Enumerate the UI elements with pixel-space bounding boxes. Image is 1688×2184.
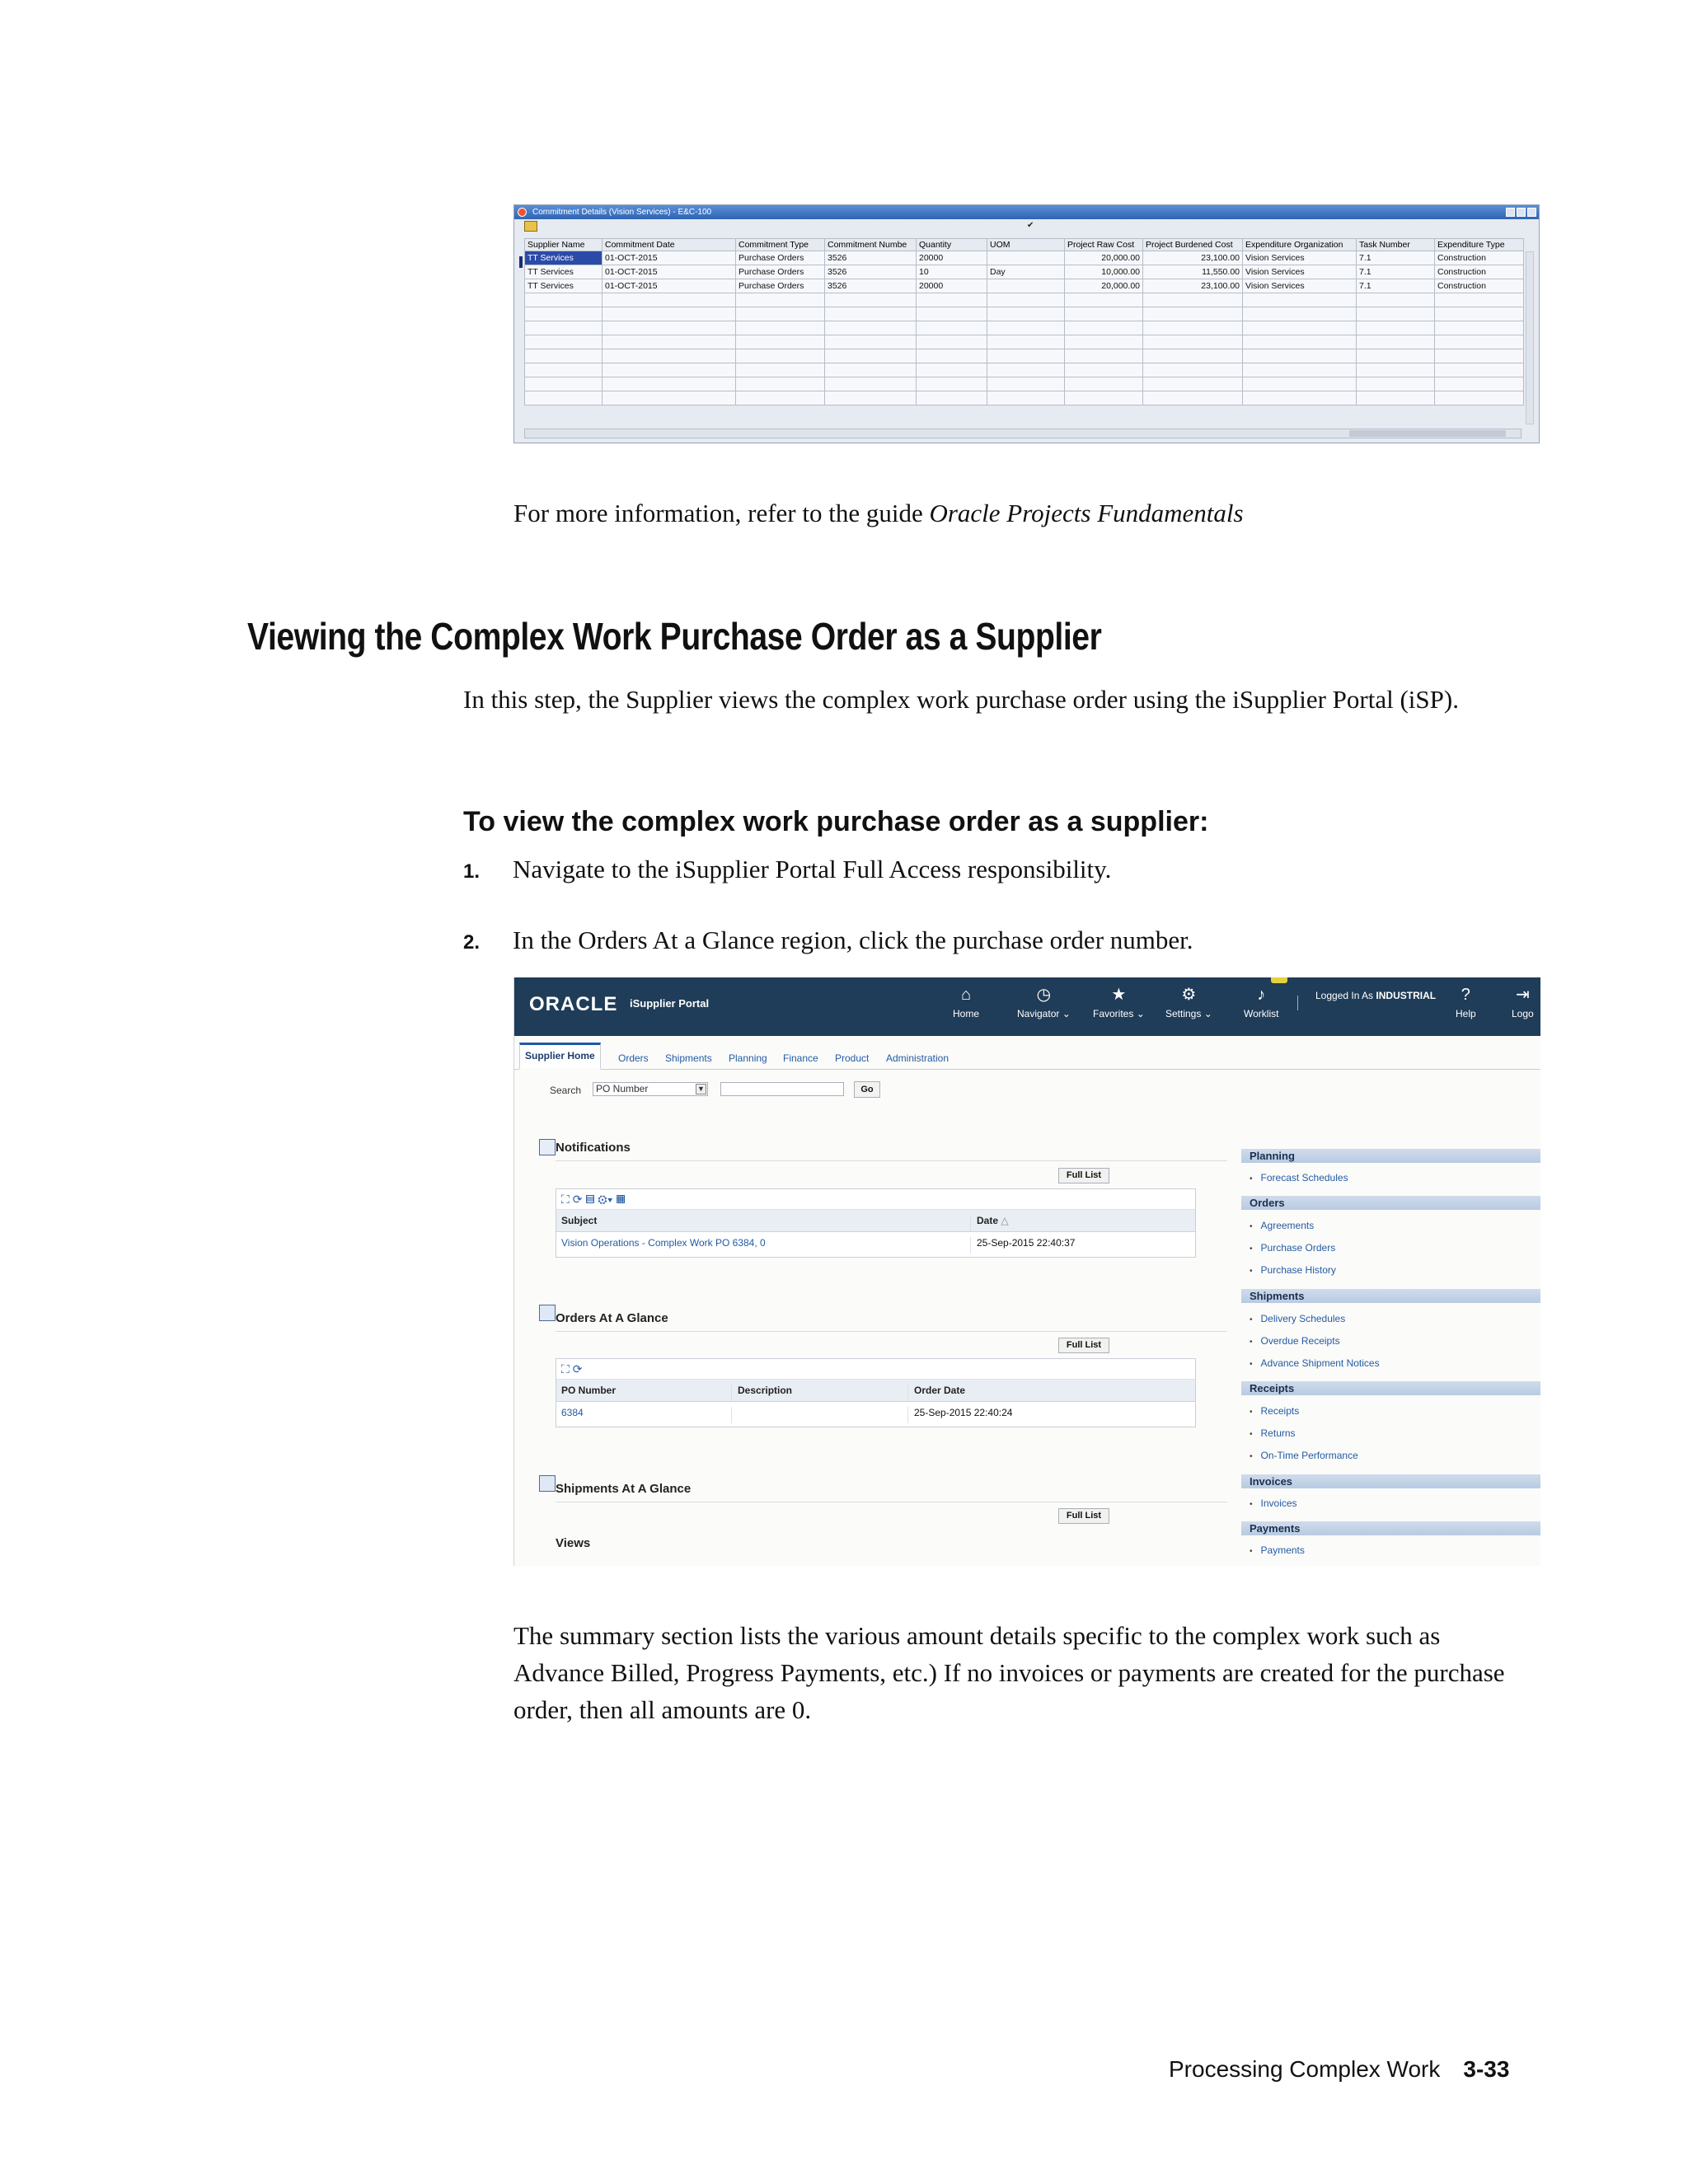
shipments-full-list-button[interactable]: Full List — [1058, 1508, 1109, 1524]
column-header: Supplier Name — [525, 239, 603, 251]
tab-finance[interactable]: Finance — [783, 1052, 818, 1064]
table-cell[interactable]: 20000 — [917, 279, 987, 293]
link-invoices[interactable]: • Invoices — [1250, 1497, 1297, 1509]
po-number-link[interactable]: 6384 — [561, 1407, 584, 1418]
vertical-scrollbar[interactable] — [1526, 251, 1534, 424]
table-cell[interactable] — [525, 363, 603, 377]
table-cell[interactable]: TT Services — [525, 251, 603, 265]
column-header: Project Raw Cost — [1065, 239, 1143, 251]
table-cell[interactable] — [603, 363, 736, 377]
table-cell[interactable]: 20,000.00 — [1065, 279, 1143, 293]
table-row — [525, 307, 1524, 321]
column-header: Commitment Date — [603, 239, 736, 251]
table-toolbar — [556, 1359, 1195, 1380]
column-header: Commitment Numbe — [825, 239, 917, 251]
orders-icon — [539, 1305, 556, 1321]
column-header: Expenditure Type — [1435, 239, 1524, 251]
table-cell[interactable] — [1243, 349, 1357, 363]
procedure-heading: To view the complex work purchase order as a supplier: — [463, 806, 1209, 837]
tab-administration[interactable]: Administration — [886, 1052, 950, 1064]
table-cell[interactable]: Vision Services — [1243, 265, 1357, 279]
link-delivery-schedules[interactable]: • Delivery Schedules — [1250, 1313, 1345, 1324]
compass-icon: ◷ — [1036, 986, 1052, 1004]
expand-icon[interactable]: ⛶ — [561, 1193, 570, 1206]
column-header: UOM — [987, 239, 1065, 251]
table-cell[interactable] — [1065, 293, 1143, 307]
table-cell[interactable] — [917, 307, 987, 321]
tab-shipments[interactable]: Shipments — [665, 1052, 712, 1064]
table-row — [556, 1402, 1195, 1423]
grid-icon[interactable]: ▦ — [616, 1193, 626, 1206]
table-cell[interactable]: Purchase Orders — [736, 265, 825, 279]
table-cell[interactable] — [603, 391, 736, 405]
step-1 — [463, 851, 1111, 890]
table-row — [525, 293, 1524, 307]
table-cell[interactable] — [1243, 335, 1357, 349]
col-description[interactable]: Description — [738, 1385, 793, 1396]
views-title: Views — [556, 1536, 591, 1550]
table-cell[interactable]: 10,000.00 — [1065, 265, 1143, 279]
table-toolbar — [556, 1189, 1195, 1210]
table-cell[interactable] — [825, 391, 917, 405]
table-cell[interactable] — [987, 279, 1065, 293]
step-number: 2. — [463, 931, 481, 954]
logged-in-as: Logged In As INDUSTRIAL — [1315, 990, 1437, 1001]
table-cell[interactable]: Day — [987, 265, 1065, 279]
table-cell[interactable] — [1435, 321, 1524, 335]
table-cell[interactable]: Vision Services — [1243, 251, 1357, 265]
table-row — [525, 251, 1524, 265]
table-cell[interactable]: 7.1 — [1357, 265, 1435, 279]
table-cell[interactable]: 3526 — [825, 279, 917, 293]
commitment-details-window — [513, 204, 1540, 443]
table-cell[interactable]: 10 — [917, 265, 987, 279]
table-cell[interactable] — [1243, 377, 1357, 391]
worklist-badge — [1271, 977, 1287, 983]
table-cell[interactable]: 01-OCT-2015 — [603, 279, 736, 293]
table-cell[interactable] — [736, 363, 825, 377]
oracle-logo: ORACLE — [529, 993, 618, 1015]
page-number: 3-33 — [1463, 2056, 1510, 2082]
table-cell[interactable] — [525, 349, 603, 363]
table-cell[interactable] — [603, 377, 736, 391]
table-header — [556, 1380, 1195, 1402]
star-icon: ★ — [1111, 986, 1127, 1004]
table-header — [556, 1210, 1195, 1232]
table-cell[interactable] — [987, 335, 1065, 349]
col-order-date[interactable]: Order Date — [914, 1385, 966, 1396]
commitments-table — [524, 238, 1524, 405]
guide-title: Oracle Projects Fundamentals — [929, 499, 1244, 527]
table-cell[interactable] — [1435, 335, 1524, 349]
table-cell[interactable] — [987, 363, 1065, 377]
table-cell[interactable] — [987, 307, 1065, 321]
table-cell[interactable] — [1065, 349, 1143, 363]
table-cell[interactable]: Construction — [1435, 279, 1524, 293]
chevron-down-icon[interactable]: ▼ — [696, 1084, 706, 1094]
column-header: Commitment Type — [736, 239, 825, 251]
search-input[interactable] — [720, 1082, 844, 1096]
table-cell[interactable]: 23,100.00 — [1143, 279, 1243, 293]
table-cell[interactable] — [603, 293, 736, 307]
table-cell[interactable] — [987, 251, 1065, 265]
link-receipts[interactable]: • Receipts — [1250, 1405, 1299, 1417]
orders-table — [556, 1358, 1196, 1427]
table-cell[interactable] — [825, 293, 917, 307]
view-icon[interactable]: ▤ — [585, 1193, 595, 1206]
table-row — [525, 321, 1524, 335]
table-cell[interactable] — [1357, 391, 1435, 405]
col-subject[interactable]: Subject — [561, 1215, 598, 1226]
summary-paragraph: The summary section lists the various amount details specific to the complex work such as Advance Billed, Progress Payments, etc.) If no invoices or payments are created for the purchase order, then all amounts are 0. — [513, 1621, 1505, 1724]
table-cell[interactable] — [736, 377, 825, 391]
bell-icon: ♪ — [1257, 986, 1266, 1004]
table-cell[interactable] — [736, 349, 825, 363]
dropdown-check-icon[interactable]: ✔ — [1027, 221, 1034, 230]
table-cell[interactable]: TT Services — [525, 265, 603, 279]
app-name: iSupplier Portal — [630, 997, 710, 1010]
table-cell[interactable]: 3526 — [825, 265, 917, 279]
nav-navigator[interactable]: ◷ Navigator ⌄ — [1017, 986, 1071, 1019]
more-info-text — [513, 494, 1244, 532]
table-row — [525, 265, 1524, 279]
isupplier-portal-screenshot — [513, 977, 1540, 1566]
more-info-label: For more information, refer to the guide — [513, 499, 930, 527]
table-cell[interactable] — [603, 307, 736, 321]
footer-section: Processing Complex Work — [1169, 2056, 1441, 2082]
table-row — [525, 377, 1524, 391]
page-footer — [1169, 2056, 1509, 2083]
table-cell[interactable] — [917, 391, 987, 405]
table-cell[interactable] — [1143, 293, 1243, 307]
home-icon: ⌂ — [960, 986, 972, 1004]
table-cell[interactable] — [987, 377, 1065, 391]
table-cell[interactable] — [525, 391, 603, 405]
portal-header — [514, 977, 1540, 1036]
table-cell[interactable] — [1435, 377, 1524, 391]
table-row — [525, 349, 1524, 363]
table-cell[interactable] — [917, 349, 987, 363]
shipments-icon — [539, 1475, 556, 1492]
table-cell[interactable]: Vision Services — [1243, 279, 1357, 293]
current-row-marker — [519, 256, 523, 268]
nav-home[interactable]: ⌂ Home — [953, 986, 980, 1019]
gear-icon: ⚙ — [1181, 986, 1197, 1004]
panel-payments: Payments — [1241, 1521, 1540, 1535]
column-header: Task Number — [1357, 239, 1435, 251]
horizontal-scrollbar[interactable] — [524, 429, 1522, 438]
divider — [556, 1331, 1227, 1332]
notification-link[interactable]: Vision Operations - Complex Work PO 6384, 0 — [561, 1237, 766, 1249]
table-cell[interactable] — [917, 321, 987, 335]
table-cell[interactable] — [525, 293, 603, 307]
table-cell[interactable] — [987, 293, 1065, 307]
link-purchase-history[interactable]: • Purchase History — [1250, 1264, 1336, 1276]
table-cell[interactable] — [1143, 335, 1243, 349]
table-row — [525, 335, 1524, 349]
table-cell[interactable] — [987, 391, 1065, 405]
link-advance-shipment-notices[interactable]: • Advance Shipment Notices — [1250, 1357, 1380, 1369]
table-cell[interactable] — [825, 321, 917, 335]
po-order-date: 25-Sep-2015 22:40:24 — [914, 1407, 1013, 1418]
window-title-bar — [514, 205, 1539, 219]
table-cell[interactable] — [603, 321, 736, 335]
table-cell[interactable] — [987, 321, 1065, 335]
panel-receipts: Receipts — [1241, 1381, 1540, 1395]
table-cell[interactable]: 01-OCT-2015 — [603, 265, 736, 279]
table-cell[interactable]: 11,550.00 — [1143, 265, 1243, 279]
search-label: Search — [550, 1085, 582, 1096]
table-cell[interactable] — [736, 321, 825, 335]
nav-help[interactable]: ? Help — [1456, 986, 1476, 1019]
nav-favorites[interactable]: ★ Favorites ⌄ — [1093, 986, 1145, 1019]
table-cell[interactable] — [1243, 321, 1357, 335]
link-overdue-receipts[interactable]: • Overdue Receipts — [1250, 1335, 1340, 1347]
table-cell[interactable]: Construction — [1435, 251, 1524, 265]
table-cell[interactable]: 20,000.00 — [1065, 251, 1143, 265]
step-text: In the Orders At a Glance region, click the purchase order number. — [513, 926, 1193, 954]
table-cell[interactable] — [1143, 307, 1243, 321]
table-cell[interactable] — [1065, 321, 1143, 335]
intro-paragraph: In this step, the Supplier views the complex work purchase order using the iSupplier Portal (iSP). — [463, 685, 1459, 714]
table-cell[interactable] — [525, 377, 603, 391]
table-cell[interactable] — [736, 335, 825, 349]
table-cell[interactable] — [1143, 363, 1243, 377]
shipments-title: Shipments At A Glance — [556, 1482, 692, 1496]
table-cell[interactable] — [917, 363, 987, 377]
table-cell[interactable] — [525, 335, 603, 349]
table-cell[interactable] — [1143, 321, 1243, 335]
table-cell[interactable] — [1435, 293, 1524, 307]
table-cell[interactable]: Purchase Orders — [736, 251, 825, 265]
table-cell[interactable] — [1143, 391, 1243, 405]
table-cell[interactable] — [825, 335, 917, 349]
sort-ascending-icon[interactable]: △ — [1001, 1215, 1009, 1226]
table-cell[interactable] — [1357, 363, 1435, 377]
link-payments[interactable]: • Payments — [1250, 1544, 1305, 1556]
step-number: 1. — [463, 860, 481, 883]
section-heading: Viewing the Complex Work Purchase Order as a Supplier — [247, 615, 1102, 658]
forms-toolbar — [514, 219, 1539, 233]
table-cell[interactable] — [917, 293, 987, 307]
table-row — [525, 391, 1524, 405]
table-cell[interactable] — [1435, 349, 1524, 363]
notifications-full-list-button[interactable]: Full List — [1058, 1168, 1109, 1183]
window-controls — [1506, 208, 1536, 217]
col-date[interactable]: Date △ — [977, 1215, 1009, 1226]
table-cell[interactable]: 20000 — [917, 251, 987, 265]
table-row — [556, 1232, 1195, 1254]
orders-full-list-button[interactable]: Full List — [1058, 1338, 1109, 1353]
nav-worklist[interactable]: ♪ Worklist — [1244, 986, 1279, 1019]
header-divider — [1297, 996, 1298, 1010]
table-cell[interactable] — [1243, 363, 1357, 377]
table-cell[interactable] — [1243, 307, 1357, 321]
refresh-icon[interactable]: ⟳ — [572, 1193, 583, 1206]
table-cell[interactable] — [736, 293, 825, 307]
table-cell[interactable] — [825, 377, 917, 391]
table-cell[interactable] — [1143, 377, 1243, 391]
nav-settings[interactable]: ⚙ Settings ⌄ — [1165, 986, 1212, 1019]
tab-orders[interactable]: Orders — [618, 1052, 649, 1064]
table-cell[interactable] — [603, 335, 736, 349]
folder-icon[interactable] — [524, 221, 537, 232]
table-cell[interactable] — [603, 349, 736, 363]
table-cell[interactable] — [917, 335, 987, 349]
table-cell[interactable]: 01-OCT-2015 — [603, 251, 736, 265]
table-cell[interactable] — [1357, 307, 1435, 321]
notifications-icon — [539, 1139, 556, 1155]
orders-title: Orders At A Glance — [556, 1311, 668, 1325]
panel-orders: Orders — [1241, 1196, 1540, 1210]
table-cell[interactable] — [1357, 377, 1435, 391]
table-cell[interactable] — [1065, 391, 1143, 405]
notification-date: 25-Sep-2015 22:40:37 — [977, 1237, 1076, 1249]
table-cell[interactable]: 23,100.00 — [1143, 251, 1243, 265]
tab-product[interactable]: Product — [835, 1052, 870, 1064]
panel-planning: Planning — [1241, 1149, 1540, 1163]
table-cell[interactable] — [1065, 307, 1143, 321]
table-cell[interactable] — [1243, 391, 1357, 405]
refresh-icon[interactable]: ⟳ — [572, 1362, 583, 1376]
minimize-icon[interactable] — [1506, 208, 1515, 217]
table-cell[interactable] — [1357, 293, 1435, 307]
table-cell[interactable] — [1435, 363, 1524, 377]
portal-tabs — [514, 1036, 1540, 1070]
oracle-logo-icon — [518, 208, 527, 217]
step-text: Navigate to the iSupplier Portal Full Access responsibility. — [513, 855, 1112, 883]
panel-invoices: Invoices — [1241, 1474, 1540, 1488]
table-cell[interactable] — [825, 349, 917, 363]
table-cell[interactable]: Purchase Orders — [736, 279, 825, 293]
table-cell[interactable] — [987, 349, 1065, 363]
nav-logout[interactable]: ⇥ Logo — [1512, 986, 1534, 1019]
go-button[interactable]: Go — [854, 1081, 880, 1098]
tab-supplier-home[interactable]: Supplier Home — [519, 1043, 601, 1070]
help-icon: ? — [1461, 986, 1470, 1004]
table-cell[interactable] — [1435, 391, 1524, 405]
notifications-title: Notifications — [556, 1141, 631, 1155]
step-2 — [463, 921, 1193, 961]
table-cell[interactable]: 3526 — [825, 251, 917, 265]
table-cell[interactable] — [1065, 363, 1143, 377]
link-forecast-schedules[interactable]: • Forecast Schedules — [1250, 1172, 1348, 1183]
table-cell[interactable] — [525, 321, 603, 335]
maximize-icon[interactable] — [1517, 208, 1526, 217]
tab-planning[interactable]: Planning — [729, 1052, 767, 1064]
link-purchase-orders[interactable]: • Purchase Orders — [1250, 1242, 1335, 1254]
table-cell[interactable] — [1143, 349, 1243, 363]
table-cell[interactable] — [1243, 293, 1357, 307]
column-header: Expenditure Organization — [1243, 239, 1357, 251]
table-cell[interactable]: Construction — [1435, 265, 1524, 279]
link-on-time-performance[interactable]: • On-Time Performance — [1250, 1450, 1358, 1461]
table-cell[interactable] — [1065, 335, 1143, 349]
settings-icon[interactable]: ⚙▾ — [598, 1193, 613, 1206]
window-title: Commitment Details (Vision Services) - E&C-100 — [532, 208, 712, 217]
link-agreements[interactable]: • Agreements — [1250, 1220, 1314, 1231]
table-cell[interactable] — [1435, 307, 1524, 321]
scrollbar-thumb[interactable] — [1349, 430, 1506, 437]
table-cell[interactable] — [1065, 377, 1143, 391]
column-header: Project Burdened Cost — [1143, 239, 1243, 251]
table-cell[interactable] — [736, 391, 825, 405]
table-cell[interactable] — [1357, 349, 1435, 363]
divider — [556, 1160, 1227, 1161]
logout-icon: ⇥ — [1515, 986, 1530, 1004]
table-cell[interactable] — [736, 307, 825, 321]
link-returns[interactable]: • Returns — [1250, 1427, 1296, 1439]
table-cell[interactable]: TT Services — [525, 279, 603, 293]
table-cell[interactable]: 7.1 — [1357, 251, 1435, 265]
table-cell[interactable] — [917, 377, 987, 391]
table-cell[interactable] — [825, 363, 917, 377]
column-header: Quantity — [917, 239, 987, 251]
table-cell[interactable] — [525, 307, 603, 321]
notifications-table — [556, 1188, 1196, 1258]
close-icon[interactable] — [1527, 208, 1536, 217]
table-cell[interactable] — [1357, 335, 1435, 349]
table-row — [525, 363, 1524, 377]
table-cell[interactable]: 7.1 — [1357, 279, 1435, 293]
table-cell[interactable] — [1357, 321, 1435, 335]
table-row — [525, 279, 1524, 293]
table-cell[interactable] — [825, 307, 917, 321]
panel-shipments: Shipments — [1241, 1289, 1540, 1303]
search-type-select[interactable]: PO Number ▼ — [593, 1082, 708, 1096]
expand-icon[interactable]: ⛶ — [561, 1362, 570, 1376]
username: INDUSTRIAL — [1376, 990, 1437, 1001]
col-po-number[interactable]: PO Number — [561, 1385, 617, 1396]
